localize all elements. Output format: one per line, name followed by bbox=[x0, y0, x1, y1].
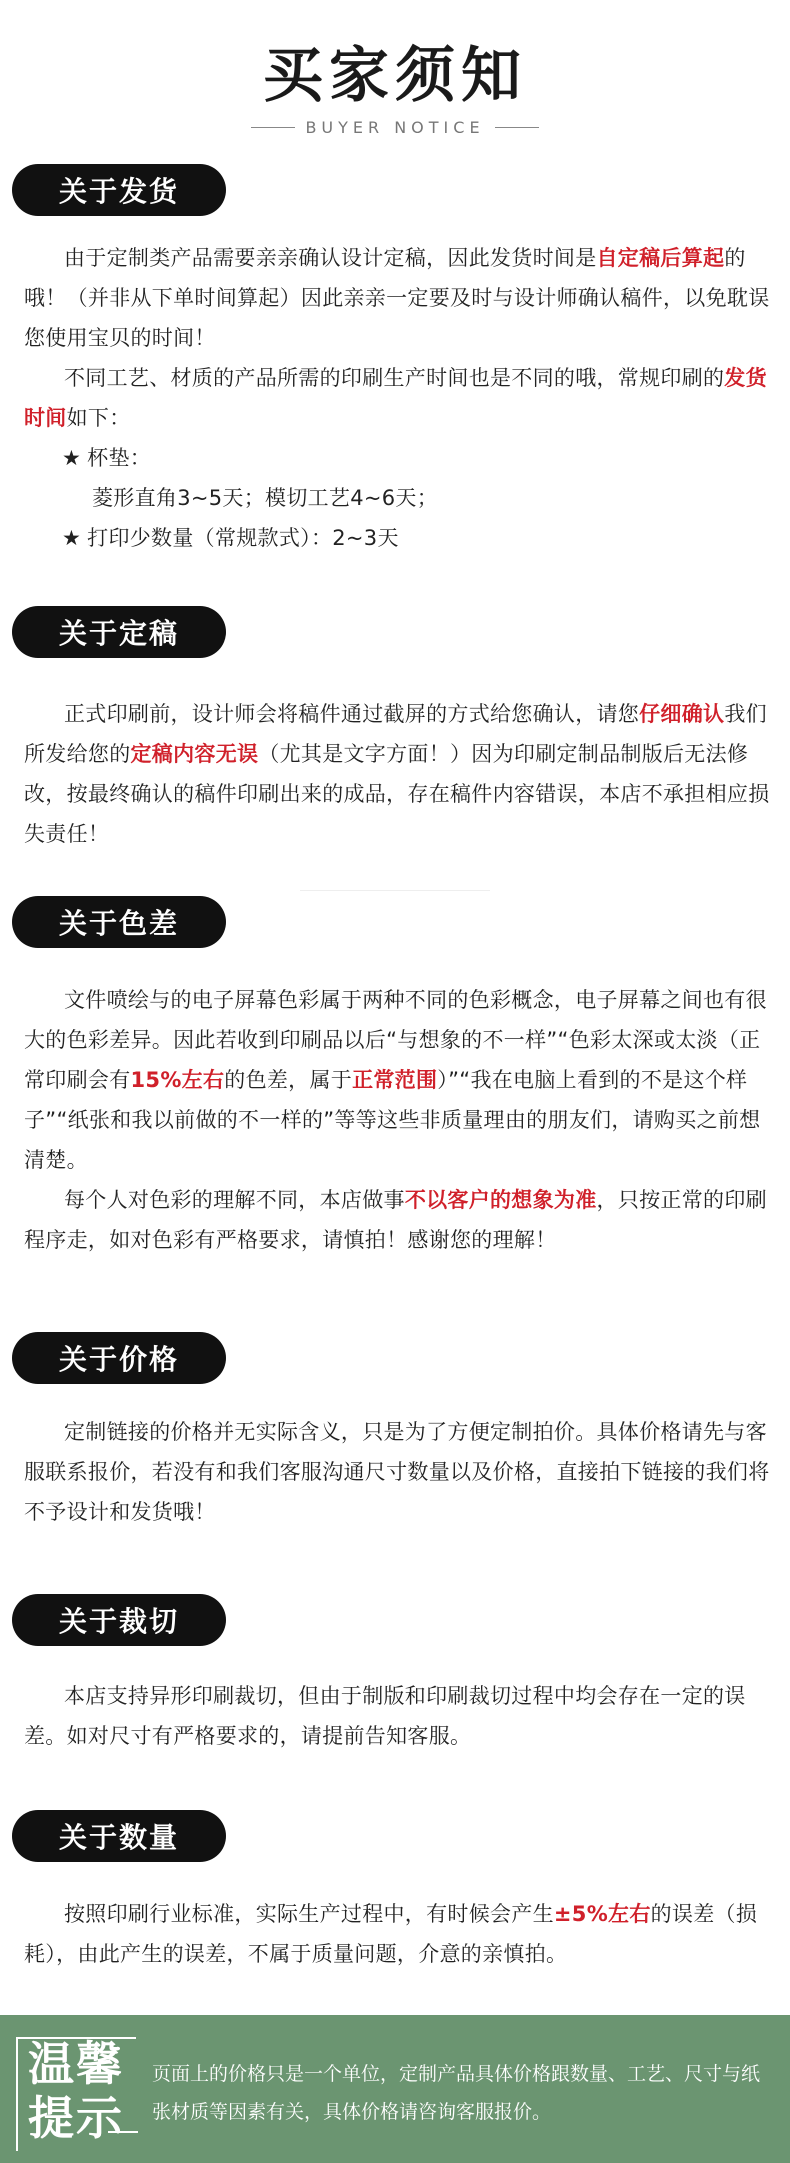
highlight-text: 不以客户的想象为准 bbox=[404, 1188, 597, 1212]
section-title-color: 关于色差 bbox=[12, 896, 226, 948]
cutting-paragraph-1: 本店支持异形印刷裁切，但由于制版和印刷裁切过程中均会存在一定的误差。如对尺寸有严格要求的，请提前告知客服。 bbox=[24, 1684, 746, 1748]
shipping-paragraph-1: 由于定制类产品需要亲亲确认设计定稿，因此发货时间是自定稿后算起的哦！（并非从下单时间算起）因此亲亲一定要及时与设计师确认稿件，以免耽误您使用宝贝的时间！ bbox=[24, 246, 770, 350]
list-item: ★ 杯垫： bbox=[62, 446, 152, 470]
section-body-quantity bbox=[24, 1894, 776, 1974]
color-paragraph-2: 每个人对色彩的理解不同，本店做事不以客户的想象为准，只按正常的印刷程序走，如对色彩有严格要求，请慎拍！感谢您的理解！ bbox=[24, 1188, 767, 1252]
price-paragraph-1: 定制链接的价格并无实际含义，只是为了方便定制拍价。具体价格请先与客服联系报价，若没有和我们客服沟通尺寸数量以及价格，直接拍下链接的我们将不予设计和发货哦！ bbox=[24, 1420, 770, 1524]
highlight-text: ±5%左右 bbox=[553, 1902, 651, 1926]
subtitle-text: BUYER NOTICE bbox=[305, 118, 485, 137]
tip-box bbox=[0, 2015, 790, 2163]
divider bbox=[300, 890, 490, 891]
list-item-detail: 菱形直角3~5天；模切工艺4~6天； bbox=[92, 486, 439, 510]
subtitle-rule-left bbox=[251, 127, 295, 128]
star-icon: ★ bbox=[62, 526, 82, 550]
highlight-text: 定稿内容无误 bbox=[130, 742, 259, 766]
highlight-text: 发货时间 bbox=[24, 366, 767, 430]
page-subtitle bbox=[0, 118, 790, 137]
highlight-text: 正常范围 bbox=[352, 1068, 438, 1092]
color-paragraph-1: 文件喷绘与的电子屏幕色彩属于两种不同的色彩概念，电子屏幕之间也有很大的色彩差异。因此若收到印刷品以后“与想象的不一样”“色彩太深或太淡（正常印刷会有15%左右的色差，属于正常范围）”“我在电脑上看到的不是这个样子”“纸张和我以前做的不一样的”等等这些非质量理由的朋友们，请购买之前想清楚。 bbox=[24, 988, 767, 1172]
proof-paragraph-1: 正式印刷前，设计师会将稿件通过截屏的方式给您确认，请您仔细确认我们所发给您的定稿内容无误（尤其是文字方面！）因为印刷定制品制版后无法修改，按最终确认的稿件印刷出来的成品，存在稿件内容错误，本店不承担相应损失责任！ bbox=[24, 702, 770, 846]
quantity-paragraph-1: 按照印刷行业标准，实际生产过程中，有时候会产生±5%左右的误差（损耗），由此产生的误差，不属于质量问题，介意的亲慎拍。 bbox=[24, 1902, 758, 1966]
subtitle-rule-right bbox=[495, 127, 539, 128]
section-title-shipping: 关于发货 bbox=[12, 164, 226, 216]
section-title-cutting: 关于裁切 bbox=[12, 1594, 226, 1646]
section-title-quantity: 关于数量 bbox=[12, 1810, 226, 1862]
section-body-price bbox=[24, 1412, 776, 1532]
star-icon: ★ bbox=[62, 446, 82, 470]
highlight-text: 自定稿后算起 bbox=[596, 246, 725, 270]
section-body-color bbox=[24, 980, 776, 1260]
section-body-cutting bbox=[24, 1676, 776, 1756]
page-title: 买家须知 bbox=[263, 41, 527, 111]
section-title-price: 关于价格 bbox=[12, 1332, 226, 1384]
shipping-paragraph-2: 不同工艺、材质的产品所需的印刷生产时间也是不同的哦，常规印刷的发货时间如下： bbox=[24, 366, 767, 430]
highlight-text: 仔细确认 bbox=[639, 702, 725, 726]
section-title-proof: 关于定稿 bbox=[12, 606, 226, 658]
section-body-shipping bbox=[24, 238, 776, 558]
highlight-text: 15%左右 bbox=[130, 1068, 225, 1092]
page-header bbox=[0, 36, 790, 137]
section-body-proof bbox=[24, 694, 776, 854]
tip-text: 页面上的价格只是一个单位，定制产品具体价格跟数量、工艺、尺寸与纸张材质等因素有关，具体价格请咨询客服报价。 bbox=[152, 2063, 761, 2123]
tip-label: 温馨 提示 bbox=[28, 2037, 124, 2145]
list-item: ★ 打印少数量（常规款式）：2~3天 bbox=[62, 526, 399, 550]
